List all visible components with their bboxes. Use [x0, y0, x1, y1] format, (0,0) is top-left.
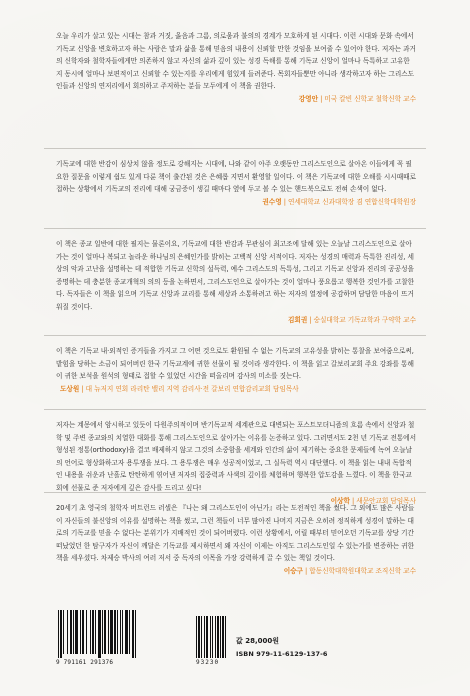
endorser-name: 권수영: [262, 197, 282, 206]
divider: [44, 492, 426, 493]
endorser-name: 도상원: [60, 384, 80, 393]
endorsement-2: [56, 158, 416, 208]
endorser-title: 새문안교회 담임목사: [356, 496, 416, 505]
divider: [44, 409, 426, 410]
endorsement-3: [56, 238, 416, 326]
endorsement-1: [56, 30, 416, 106]
endorsement-signature: 권수영 | 연세대학교 신과대학장 겸 연합신학대학원장: [262, 197, 416, 206]
endorser-name: 이상학: [330, 496, 350, 505]
endorsement-text: 저자는 계몽에서 암시하고 있듯이 다원주의적이며 반기독교적 세계관으로 대변되는 포스트모더니즘의 흐름 속에서 신앙과 철학 및 주변 종교와의 치열한 대화를 통해 그리스도인으로 살아가는 이유를 논증하고 있다. 그러면서도 2천 년 기독교 전통에서 형성된 정통(orthodoxy)을 결코 배제하지 않고 그것의 소중함을 세계와 인간의 삶이 제기하는 중요한 문제들에 녹여 오늘날의 언어로 형상화하고자 용투쟁을 보다. 그 용투쟁은 매우 성공적이었고, 그 실득력 역시 대단했다. 이 책을 읽는 내내 독합적인 내용을 쉬운과 난흘로 탄탄하게 엮어낸 저자의 집중력과 사색의 깊이를 체험하며 행복한 압도감을 느꼈다. 이 책을 한국교회에 선물로 준 저자에게 깊은 감사를 드리고 싶다!: [56, 421, 416, 492]
endorsement-signature: 이상학 | 새문안교회 담임목사: [330, 496, 416, 505]
endorsement-4: [56, 345, 416, 395]
divider: [44, 148, 426, 149]
endorsement-signature: 이승구 | 합동신학대학원대학교 조직신학 교수: [283, 566, 416, 575]
endorser-name: 김회권: [288, 315, 308, 324]
endorsement-signature: 강영안 | 미국 칼빈 신학교 철학신학 교수: [298, 94, 416, 103]
endorsement-text: 이 책은 종교 일반에 대한 필지는 물론이요, 기독교에 대한 반감과 무관심이 최고조에 달해 있는 오늘날 그리스도인으로 살아가는 것이 얼마나 복되고 놀라운 하나님의 은혜인가를 밝히는 고백적 신앙 서적이다. 저자는 성경의 매력과 독특한 진리성, 세상의 악과 고난을 설명하는 데 적합한 기독교 신학의 설득력, 예수 그리스도의 독특성, 그리고 기독교 신앙과 진리의 공공성을 증명하는 데 충분한 종교개혁의 의의 등을 논하면서, 그리스도인으로 살아가는 것이 얼마나 풍요롭고 행복한 것인가를 고찰한다. 독자들은 이 책을 읽으며 기독교 신앙과 교리를 통해 세상과 소통하려고 하는 저자의 열정에 공감하며 담담한 마음이 뜨거워질 것이다.: [56, 240, 415, 311]
barcode-main-digits: 9 791161 291376: [56, 659, 114, 666]
endorsement-6: [56, 502, 416, 578]
barcode-addon-digits: 93230: [196, 659, 220, 666]
endorsement-text: 기독교에 대한 반감이 심상치 않을 정도로 강해지는 시대에, 나와 같이 아주 오랫동안 그리스도인으로 살아온 이들에게 꼭 필요한 질문을 이렇게 쉽도 있게 다룬 책이 출간된 것은 은혜롭 지면서 환영할 일이다. 이 책은 기독교에 대한 오해를 시시때때로 접하는 상황에서 기독교의 진리에 대해 궁금증이 생길 때마다 옆에 두고 볼 수 있는 핸드북으로도 전혀 손색이 없다.: [56, 160, 416, 194]
endorser-name: 강영안: [298, 94, 318, 103]
isbn-barcode: [56, 610, 226, 670]
endorsement-text: 오늘 우리가 살고 있는 시대는 참과 거짓, 옳음과 그름, 의로움과 불의의 경계가 모호하게 된 시대다. 이런 시대와 문화 속에서 기독교 신앙을 변호하고자 하는 사람은 말과 삶을 통해 믿음의 내용이 신뢰할 만한 것임을 보여줄 수 있어야 한다. 저자는 과거의 신학자와 철학자들에게만 의존하지 않고 자신의 삶과 깊이 있는 성경 독해를 통해 기독교 신앙이 얼마나 독특하고 고유한지 동시에 얼마나 보편적이고 신뢰할 수 있는지를 우리에게 힘있게 들려준다. 목회자들뿐만 아니라 생각하고자 하는 그리스도인들과 신앙의 연저리에서 회의하고 주저하는 분들 모두에게 이 책을 권한다.: [56, 32, 416, 91]
endorsement-text: 이 책은 기독교 내·외적인 증거들을 가지고 그 어떤 것으로도 환원될 수 없는 기독교의 고유성을 밝히는 통찰을 보여줌으로써, 밭힘을 당하는 소금이 되어버린 한국 기독교계에 귀한 선물이 될 것이라 생각한다. 이 책을 읽고 갈보리교회 주요 강좌를 통해 이 귀한 보석을 원석의 형태로 접할 수 있었던 시간을 떠올리며 감사의 미소를 짓는다.: [56, 347, 414, 381]
endorser-name: 이승구: [283, 566, 303, 575]
endorser-title: 연세대학교 신과대학장 겸 연합신학대학원장: [287, 197, 416, 206]
endorser-title: 미국 칼빈 신학교 철학신학 교수: [324, 94, 416, 103]
barcode-icon: [56, 610, 226, 660]
divider: [44, 228, 426, 229]
endorsement-text: 20세기 초 영국의 철학자 버트런드 러셀은 『나는 왜 그리스도인이 아닌가』라는 도전적인 책을 썼다. 그 외에도 많은 사람들이 자신들의 불신앙의 이유를 설명하는 책을 썼고, 그런 책들이 너무 많아진 나머지 지금은 오히려 정직하게 성경이 말하는 대로의 기독교를 믿을 수 없다는 분위기가 지배적인 것이 되어버렸다. 이런 상황에서, 어릴 때부터 믿어오던 기독교를 상당 기간 떠났었던 한 탐구자가 자신이 깨달은 기독교를 제시하면서 왜 자신이 이제는 아직도 그리스도인일 수 있는가를 변증하는 귀한 책을 세우셨다. 차제승 박사의 여러 저서 중 독자의 이목을 가장 강력하게 끌 수 있는 책일 것이다.: [56, 504, 415, 563]
divider: [44, 335, 426, 336]
endorser-title: 대 뉴저지 연회 라리탄 밸리 지역 감리사·전 갈보리 연합감리교회 담임목사: [85, 384, 299, 393]
price-label: 값 28,000원: [236, 637, 279, 645]
endorsement-signature: 도상원 | 대 뉴저지 연회 라리탄 밸리 지역 감리사·전 갈보리 연합감리교회 담임목사: [60, 384, 299, 393]
endorser-title: 숭실대학교 기독교학과 구약학 교수: [313, 315, 416, 324]
isbn-number: ISBN 979-11-6129-137-6: [236, 650, 328, 658]
endorsement-5: [56, 419, 416, 507]
endorsement-signature: 김회권 | 숭실대학교 기독교학과 구약학 교수: [288, 315, 416, 324]
endorser-title: 합동신학대학원대학교 조직신학 교수: [309, 566, 416, 575]
